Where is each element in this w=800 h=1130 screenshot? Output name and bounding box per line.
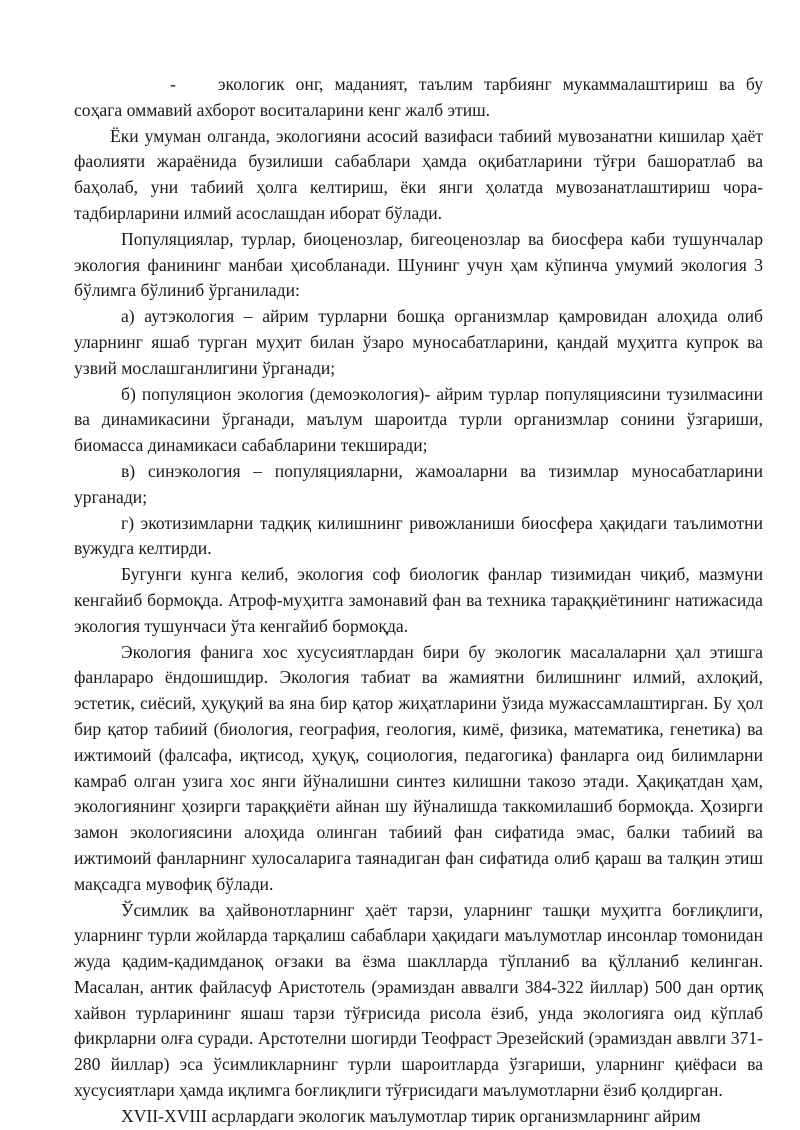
paragraph-ecology-today: Бугунги кунга келиб, экология соф биологик фанлар тизимидан чиқиб, мазмуни кенгайиб бормоқда. Атроф-муҳитга замонавий фан ва техника тараққиётининг натижасида экология тушунчаси ўта кенгайиб бормоқда. (74, 564, 763, 636)
paragraph-17-18-centuries: XVII-XVIII асрлардаги экологик маълумотлар тирик организмларнинг айрим (121, 1105, 701, 1126)
paragraph-ecology-task: Ёки умуман олганда, экологияни асосий вазифаси табиий мувозанатни кишилар ҳаёт фаолияти жараёнида бузилиши сабаблари ҳамда оқибатларини тўғри башоратлаб ва баҳолаб, уни табиий ҳолга келтириш, ёки янги ҳолатда мувозанатлаштириш чора-тадбирларини илмий асослашдан иборат бўлади. (74, 125, 763, 223)
paragraph-ecology-concepts: Популяциялар, турлар, биоценозлар, бигеоценозлар ва биосфера каби тушунчалар экология фанининг манбаи ҳисобланади. Шунинг учун ҳам кўпинча умумий экология 3 бўлимга бўлиниб ўрганилади: (74, 228, 763, 301)
bullet-dash: - (170, 74, 176, 94)
bullet-paragraph (74, 72, 763, 124)
bullet-text: экологик онг, маданият, таълим тарбиянг мукаммалаштириш ва бу соҳага оммавий ахборот воситаларини кенг жалб этиш. (74, 74, 763, 120)
document-page (74, 72, 763, 1130)
paragraph-history: Ўсимлик ва ҳайвонотларнинг ҳаёт тарзи, уларнинг ташқи муҳитга боғлиқлиги, уларнинг турли жойларда тарқалиш сабаблари ҳақидаги маълумотлар инсонлар томонидан жуда қадим-қадимданоқ оғзаки ва ёзма шаклларда тўпланиб ва қўлланиб келинган. Масалан, антик файласуф Аристотель (эрамиздан аввалги 384-322 йиллар) 500 дан ортиқ хайвон турларининг яшаш тарзи тўғрисида рисола ёзиб, унда экологияга оид кўплаб фикрларни олға суради. Арстотелни шогирди Теофраст Эрезейский (эрамиздан аввлги 371-280 йиллар) эса ўсимликларнинг турли шароитларда ўзгариши, уларнинг қиёфаси ва хусусиятлари ҳамда иқлимга боғлиқлиги тўғрисидаги маълумотларни ёзиб қолдирган. (74, 899, 763, 1101)
list-item-autecology: а) аутэкология – айрим турларни бошқа организмлар қамровидан алоҳида олиб уларнинг яшаб турган муҳит билан ўзаро муносабатларини, қандай муҳитга купрок ва узвий мослашганлигини ўрганади; (74, 306, 763, 378)
list-item-synecology: в) синэкология – популяцияларни, жамоаларни ва тизимлар муносабатларини урганади; (74, 460, 763, 507)
paragraph-interdisciplinary: Экология фанига хос хусусиятлардан бири бу экологик масалаларни ҳал этишга фанлараро ёндошишдир. Экология табиат ва жамиятни билишнинг илмий, ахлоқий, эстетик, сиёсий, ҳуқуқий ва яна бир қатор жиҳатларини ўзида мужассамлаштирган. Бу ҳол бир қатор табиий (биология, география, геология, кимё, физика, математика, генетика) ва ижтимоий (фалсафа, иқтисод, ҳуқуқ, социология, педагогика) фанларга оид билимларни камраб олган узига хос янги йўналишни синтез килишни такозо этади. Ҳақиқатдан ҳам, экологиянинг ҳозирги тараққиёти айнан шу йўналишда таккомилашиб бормоқда. Ҳозирги замон экологиясини алоҳида олинган табиий фан сифатида эмас, балки табиий ва ижтимоий фанларнинг хулосаларига таянадиган фан сифатида олиб қараш ва талқин этиш мақсадга мувофиқ бўлади. (74, 641, 763, 894)
list-item-population-ecology: б) популяцион экология (демоэкология)- айрим турлар популяциясини тузилмасини ва динамикасини ўрганади, маълум шароитда турли организмлар сонини ўзгариши, биомасса динамикаси сабабларини текширади; (74, 383, 763, 456)
list-item-ecosystems: г) экотизимларни тадқиқ килишнинг ривожланиши биосфера ҳақидаги таълимотни вужудга келтирди. (74, 512, 763, 559)
